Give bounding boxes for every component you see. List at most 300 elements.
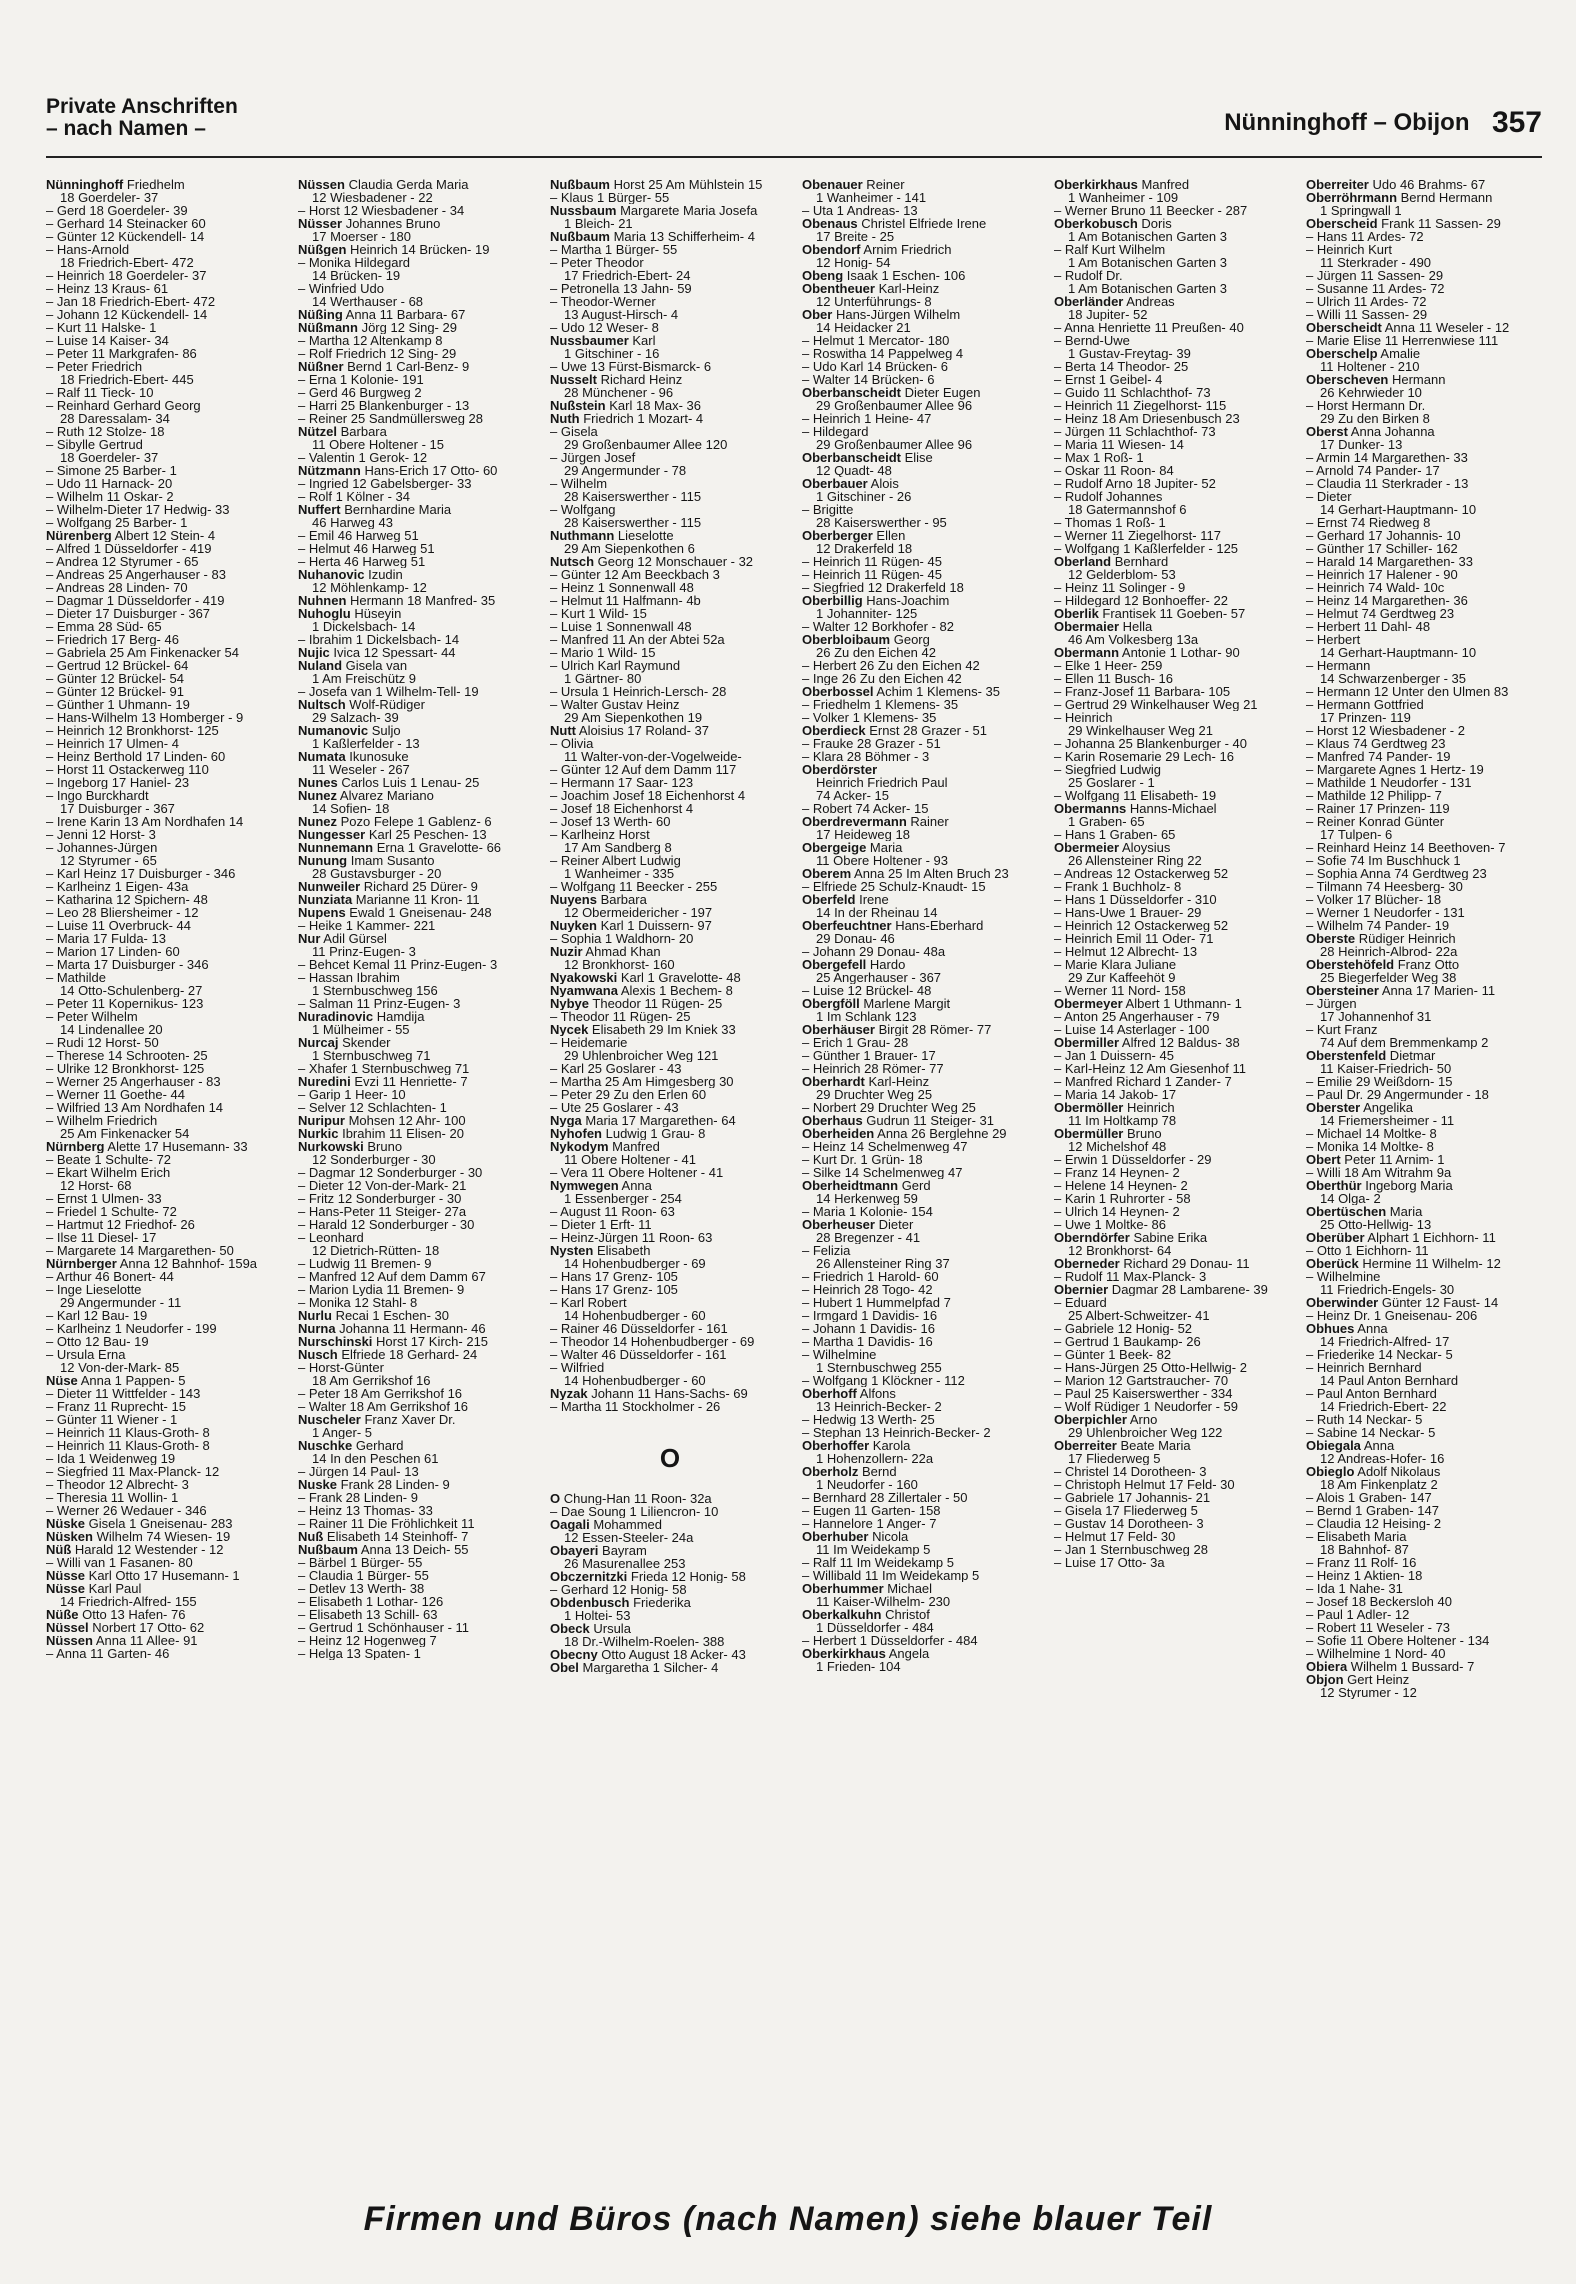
directory-entry (802, 178, 1042, 204)
directory-entry (46, 1543, 286, 1556)
entry-name: – Werner 25 Angerhauser - 83 (46, 1075, 221, 1088)
entry-name: Nurschinski Horst 17 Kirch- 215 (298, 1335, 489, 1348)
entry-name: – Günter 12 Auf dem Damm 117 (550, 763, 737, 776)
directory-entry (1054, 1283, 1294, 1296)
entry-name: – Heinz 1 Aktien- 18 (1306, 1569, 1423, 1582)
entry-address: 17 Moerser - 180 (312, 229, 411, 243)
directory-entry (1306, 932, 1546, 958)
directory-entry (46, 1348, 286, 1374)
directory-entry (1054, 334, 1294, 360)
entry-name: – Herbert 26 Zu den Eichen 42 (802, 659, 980, 672)
entry-name: – Uta 1 Andreas- 13 (802, 204, 918, 217)
entry-address: 12 Honig- 54 (816, 255, 891, 269)
entry-name: – Horst Hermann Dr. (1306, 399, 1426, 413)
entry-address: 11 Friedrich-Engels- 30 (1320, 1282, 1455, 1296)
entry-name: – Petronella 13 Jahn- 59 (550, 282, 692, 295)
entry-name: – Sofie 11 Obere Holtener - 134 (1306, 1634, 1490, 1647)
entry-name: – Michael 14 Moltke- 8 (1306, 1127, 1437, 1140)
entry-name: – Harald 12 Sonderburger - 30 (298, 1218, 475, 1231)
directory-entry (298, 1036, 538, 1062)
entry-address: 14 Friedrich-Alfred- 155 (60, 1594, 197, 1608)
directory-entry (550, 828, 790, 854)
entry-address: 1 Wanheimer - 335 (564, 866, 675, 880)
entry-name: Obermeyer Albert 1 Uthmann- 1 (1054, 997, 1242, 1010)
directory-entry (46, 750, 286, 763)
directory-entry (550, 1088, 790, 1101)
directory-entry (1306, 789, 1546, 802)
directory-entry (298, 217, 538, 243)
directory-entry (802, 1465, 1042, 1491)
directory-entry (298, 1127, 538, 1140)
directory-entry (1054, 581, 1294, 594)
directory-entry (1054, 217, 1294, 243)
entry-name: – Jan 1 Sternbuschweg 28 (1054, 1543, 1208, 1556)
directory-entry (550, 243, 790, 256)
directory-entry (1054, 828, 1294, 841)
entry-name: – Arnold 74 Pander- 17 (1306, 464, 1440, 477)
directory-entry (46, 1322, 286, 1335)
directory-entry (1054, 620, 1294, 646)
directory-entry (1054, 1179, 1294, 1192)
entry-name: Oberhardt Karl-Heinz (802, 1075, 930, 1089)
directory-entry (1306, 1088, 1546, 1101)
entry-address: 18 Bahnhof- 87 (1320, 1542, 1409, 1556)
directory-entry (1054, 1413, 1294, 1439)
entry-name: – Walter Gustav Heinz (550, 698, 680, 712)
entry-address: 11 Weseler - 267 (312, 762, 410, 776)
directory-entry (1306, 243, 1546, 269)
directory-entry (46, 1270, 286, 1283)
entry-address: 12 Drakerfeld 18 (816, 541, 913, 555)
directory-entry (802, 555, 1042, 568)
entry-name: Oberreiter Beate Maria (1054, 1439, 1191, 1453)
entry-name: – Dieter 17 Duisburger - 367 (46, 607, 211, 620)
directory-entry (298, 1582, 538, 1595)
entry-name: – Margarete 14 Margarethen- 50 (46, 1244, 234, 1257)
directory-entry (298, 789, 538, 815)
directory-entry (802, 1218, 1042, 1244)
directory-entry (1306, 1179, 1546, 1205)
directory-entry (550, 893, 790, 919)
entry-name: Nuhnen Hermann 18 Manfred- 35 (298, 594, 496, 607)
directory-entry (298, 282, 538, 308)
directory-entry (46, 282, 286, 295)
entry-name: – Jenni 12 Horst- 3 (46, 828, 156, 841)
directory-entry (46, 1400, 286, 1413)
entry-address: 1 Anger- 5 (312, 1425, 372, 1439)
directory-entry (46, 1517, 286, 1530)
directory-entry (1054, 438, 1294, 451)
directory-entry (1054, 1530, 1294, 1543)
entry-name: Oberscheidt Anna 11 Weseler - 12 (1306, 321, 1510, 334)
entry-address: 46 Am Volkesberg 13a (1068, 632, 1199, 646)
entry-name: Nüßgen Heinrich 14 Brücken- 19 (298, 243, 490, 256)
directory-entry (298, 1283, 538, 1296)
directory-entry (46, 503, 286, 516)
entry-name: – Marion 17 Linden- 60 (46, 945, 180, 958)
entry-address: 25 Angerhauser - 367 (816, 970, 942, 984)
entry-name: – Luise 17 Otto- 3a (1054, 1556, 1165, 1569)
entry-address: 1 Bleich- 21 (564, 216, 633, 230)
entry-address: 14 In der Rheinau 14 (816, 905, 938, 919)
entry-address: 17 Fliederweg 5 (1068, 1451, 1161, 1465)
entry-name: – Christoph Helmut 17 Feld- 30 (1054, 1478, 1235, 1491)
directory-entry (1054, 1387, 1294, 1400)
entry-name: – Johannes-Jürgen (46, 841, 158, 855)
entry-address: 11 Holtener - 210 (1320, 359, 1420, 373)
entry-name: Obersteiner Anna 17 Marien- 11 (1306, 984, 1496, 997)
directory-entry (1054, 1439, 1294, 1465)
directory-entry (550, 932, 790, 945)
directory-entry (46, 1374, 286, 1387)
directory-entry (46, 360, 286, 386)
entry-name: Nußbaum Anna 13 Deich- 55 (298, 1543, 469, 1556)
entry-name: – Oskar 11 Roon- 84 (1054, 464, 1174, 477)
entry-address: 29 Uhlenbroicher Weg 122 (1068, 1425, 1223, 1439)
directory-entry (298, 308, 538, 321)
directory-entry (298, 1205, 538, 1218)
entry-name: – Peter 11 Markgrafen- 86 (46, 347, 197, 360)
directory-entry (46, 516, 286, 529)
entry-name: – Herta 46 Harweg 51 (298, 555, 426, 568)
entry-name: – Anna 11 Garten- 46 (46, 1647, 170, 1660)
directory-entry (298, 659, 538, 685)
entry-name: Nunes Carlos Luis 1 Lenau- 25 (298, 776, 480, 789)
section-title-line1: Private Anschriften (46, 95, 238, 118)
directory-entry (550, 880, 790, 893)
entry-name: – Ulrike 12 Bronkhorst- 125 (46, 1062, 205, 1075)
entry-name: – Heinz 14 Schelmenweg 47 (802, 1140, 968, 1153)
directory-entry (1306, 1166, 1546, 1179)
entry-name: Ober Hans-Jürgen Wilhelm (802, 308, 961, 322)
entry-name: Obiegala Anna (1306, 1439, 1395, 1453)
entry-name: – Jürgen (1306, 997, 1357, 1011)
entry-name: – Helmut 46 Harweg 51 (298, 542, 435, 555)
directory-entry (1306, 880, 1546, 893)
directory-column (1054, 178, 1294, 2058)
directory-entry (298, 906, 538, 919)
entry-name: Obermeier Aloysius (1054, 841, 1171, 855)
entry-address: 17 Prinzen- 119 (1320, 710, 1411, 724)
entry-name: – Karin Rosemarie 29 Lech- 16 (1054, 750, 1234, 763)
entry-name: Nurna Johanna 11 Hermann- 46 (298, 1322, 486, 1335)
directory-entry (1306, 893, 1546, 906)
directory-entry (1306, 607, 1546, 620)
entry-name: – Maria 14 Jakob- 17 (1054, 1088, 1177, 1101)
entry-address: 17 Breite - 25 (816, 229, 895, 243)
entry-address: 28 Gustavsburger - 20 (312, 866, 442, 880)
directory-entry (1306, 698, 1546, 724)
directory-entry (802, 1504, 1042, 1517)
entry-name: Numanovic Suljo (298, 724, 401, 738)
directory-entry (1054, 386, 1294, 399)
directory-entry (298, 633, 538, 646)
directory-entry (46, 1387, 286, 1400)
entry-address: 1 Am Botanischen Garten 3 (1068, 255, 1227, 269)
entry-name: – Hassan Ibrahim (298, 971, 400, 985)
directory-entry (802, 893, 1042, 919)
directory-column (550, 178, 790, 2058)
entry-name: – Heinz 12 Hogenweg 7 (298, 1634, 437, 1647)
directory-entry (298, 1556, 538, 1569)
directory-entry (802, 919, 1042, 945)
directory-entry (550, 1492, 790, 1505)
entry-name: – Karlheinz 1 Eigen- 43a (46, 880, 189, 893)
directory-entry (1054, 425, 1294, 438)
entry-name: – Werner Bruno 11 Beecker - 287 (1054, 204, 1248, 217)
entry-name: – Wilhelmine 1 Nord- 40 (1306, 1647, 1446, 1660)
entry-name: – Ulrich 14 Heynen- 2 (1054, 1205, 1180, 1218)
entry-name: – Horst-Günter (298, 1361, 384, 1375)
entry-name: Obermanns Hanns-Michael (1054, 802, 1217, 816)
entry-name: – Ludwig 11 Bremen- 9 (298, 1257, 432, 1270)
directory-entry (298, 1010, 538, 1036)
entry-name: – Ernst 1 Geibel- 4 (1054, 373, 1163, 386)
directory-entry (46, 386, 286, 399)
directory-entry (298, 425, 538, 451)
entry-name: – Marie Elise 11 Herrenwiese 111 (1306, 334, 1499, 347)
directory-entry (802, 425, 1042, 451)
entry-name: Nunez Pozo Felepe 1 Gablenz- 6 (298, 815, 492, 828)
directory-entry (802, 1062, 1042, 1075)
entry-name: Nunung Imam Susanto (298, 854, 435, 868)
directory-entry (550, 1075, 790, 1088)
directory-entry (802, 1439, 1042, 1465)
directory-entry (298, 1114, 538, 1127)
entry-name: – Dieter (1306, 490, 1352, 504)
directory-entry (1054, 867, 1294, 880)
directory-entry (802, 620, 1042, 633)
directory-entry (1306, 217, 1546, 230)
directory-entry (550, 425, 790, 451)
entry-address: 18 Goerdeler- 37 (60, 450, 159, 464)
entry-name: – Gerd 18 Goerdeler- 39 (46, 204, 188, 217)
entry-address: 11 Im Holtkamp 78 (1068, 1113, 1177, 1127)
directory-entry (298, 1335, 538, 1348)
entry-name: Nungesser Karl 25 Peschen- 13 (298, 828, 487, 841)
directory-entry (298, 1387, 538, 1400)
entry-name: – Werner 1 Neudorfer - 131 (1306, 906, 1465, 919)
entry-name: – Josef 13 Werth- 60 (550, 815, 671, 828)
entry-name: – Heidemarie (550, 1036, 628, 1050)
entry-name: – Günter 12 Brückel- 54 (46, 672, 185, 685)
entry-address: 28 Bregenzer - 41 (816, 1230, 921, 1244)
entry-address: 14 Schwarzenberger - 35 (1320, 671, 1466, 685)
directory-entry (1306, 1153, 1546, 1166)
directory-entry (1306, 763, 1546, 776)
directory-entry (298, 1361, 538, 1387)
directory-entry (1306, 854, 1546, 867)
entry-name: – Martha 1 Bürger- 55 (550, 243, 678, 256)
directory-entry (298, 477, 538, 490)
directory-entry (1306, 1361, 1546, 1387)
directory-entry (1054, 1101, 1294, 1127)
entry-name: Nultsch Wolf-Rüdiger (298, 698, 425, 712)
entry-name: – Jürgen Josef (550, 451, 636, 465)
directory-entry (1054, 1374, 1294, 1387)
entry-name: Oberscheid Frank 11 Sassen- 29 (1306, 217, 1501, 230)
directory-entry (1054, 1192, 1294, 1205)
directory-entry (550, 685, 790, 698)
entry-address: 1 Dickelsbach- 14 (312, 619, 416, 633)
directory-entry (550, 997, 790, 1010)
entry-address: 12 Dietrich-Rütten- 18 (312, 1243, 440, 1257)
entry-name: – Franz 14 Heynen- 2 (1054, 1166, 1180, 1179)
entry-address: 29 Großenbaumer Allee 120 (564, 437, 728, 451)
directory-entry (298, 347, 538, 360)
directory-entry (550, 1348, 790, 1361)
entry-name: – Ida 1 Nahe- 31 (1306, 1582, 1403, 1595)
entry-name: – Ulrich Karl Raymund (550, 659, 681, 673)
directory-entry (550, 178, 790, 191)
entry-address: 26 Allensteiner Ring 37 (816, 1256, 950, 1270)
directory-entry (298, 828, 538, 841)
entry-name: Nunnemann Erna 1 Gravelotte- 66 (298, 841, 502, 854)
entry-name: Nunez Alvarez Mariano (298, 789, 434, 803)
entry-name: Obertüschen Maria (1306, 1205, 1423, 1219)
entry-name: – Walter 12 Borkhofer - 82 (802, 620, 954, 633)
entry-name: – Roswitha 14 Pappelweg 4 (802, 347, 964, 360)
entry-address: 26 Kehrwieder 10 (1320, 385, 1422, 399)
entry-name: – Irmgard 1 Davidis- 16 (802, 1309, 938, 1322)
entry-name: – Arthur 46 Bonert- 44 (46, 1270, 174, 1283)
directory-entry (298, 1608, 538, 1621)
entry-name: Nujic Ivica 12 Spessart- 44 (298, 646, 456, 659)
directory-entry (1054, 1257, 1294, 1270)
entry-name: – Beate 1 Schulte- 72 (46, 1153, 172, 1166)
directory-entry (1054, 672, 1294, 685)
directory-entry (802, 204, 1042, 217)
directory-entry (550, 256, 790, 282)
entry-name: – Uwe 13 Fürst-Bismarck- 6 (550, 360, 712, 373)
directory-entry (298, 1634, 538, 1647)
entry-name: Nußstein Karl 18 Max- 36 (550, 399, 701, 412)
directory-entry (298, 958, 538, 971)
entry-name: – Ute 25 Goslarer - 43 (550, 1101, 679, 1114)
entry-name: – Hans 17 Grenz- 105 (550, 1283, 678, 1296)
entry-name: Oberstenfeld Dietmar (1306, 1049, 1436, 1063)
entry-name: Nüsken Wilhelm 74 Wiesen- 19 (46, 1530, 231, 1543)
directory-entry (1054, 594, 1294, 607)
entry-name: – Heinrich 11 Klaus-Groth- 8 (46, 1439, 210, 1452)
directory-entry (46, 607, 286, 620)
entry-name: – Karlheinz 1 Neudorfer - 199 (46, 1322, 217, 1335)
entry-address: 14 Olga- 2 (1320, 1191, 1381, 1205)
entry-name: – Paul 25 Kaiserswerther - 334 (1054, 1387, 1233, 1400)
entry-name: – Heinrich 11 Klaus-Groth- 8 (46, 1426, 210, 1439)
entry-name: – Norbert 29 Druchter Weg 25 (802, 1101, 976, 1114)
entry-name: – Helga 13 Spaten- 1 (298, 1647, 421, 1660)
entry-name: – Ralf Kurt Wilhelm (1054, 243, 1166, 257)
directory-entry (1306, 1322, 1546, 1348)
directory-entry (298, 1530, 538, 1543)
entry-name: – Valentin 1 Gerok- 12 (298, 451, 428, 464)
directory-entry (46, 178, 286, 204)
directory-entry (1306, 1075, 1546, 1088)
entry-name: Obeck Ursula (550, 1622, 631, 1636)
directory-entry (1306, 1296, 1546, 1309)
entry-name: – Otto 1 Eichhorn- 11 (1306, 1244, 1429, 1257)
directory-entry (1054, 1153, 1294, 1166)
directory-entry (550, 1023, 790, 1036)
directory-entry (298, 1192, 538, 1205)
entry-name: – Hermann Gottfried (1306, 698, 1424, 712)
directory-entry (802, 1179, 1042, 1205)
entry-name: Obiera Wilhelm 1 Bussard- 7 (1306, 1660, 1475, 1673)
directory-entry (46, 217, 286, 230)
entry-name: Obermöller Heinrich (1054, 1101, 1175, 1115)
entry-address: 12 Horst- 68 (60, 1178, 132, 1192)
directory-entry (298, 1439, 538, 1465)
directory-entry (1054, 789, 1294, 802)
directory-entry (46, 230, 286, 243)
directory-entry (298, 1179, 538, 1192)
directory-entry (1306, 581, 1546, 594)
directory-entry (550, 789, 790, 802)
entry-address: 29 Winkelhauser Weg 21 (1068, 723, 1214, 737)
directory-entry (1306, 269, 1546, 282)
directory-entry (1054, 1218, 1294, 1231)
directory-entry (46, 776, 286, 789)
entry-name: Nusch Elfriede 18 Gerhard- 24 (298, 1348, 478, 1361)
entry-name: – Mathilde 12 Philipp- 7 (1306, 789, 1442, 802)
entry-name: – Günter 11 Wiener - 1 (46, 1413, 178, 1426)
directory-entry (1054, 451, 1294, 464)
entry-name: – Guido 11 Schlachthof- 73 (1054, 386, 1211, 399)
directory-entry (550, 1231, 790, 1244)
directory-entry (46, 243, 286, 269)
directory-entry (802, 945, 1042, 958)
directory-entry (802, 1309, 1042, 1322)
entry-name: – Manfred 11 An der Abtei 52a (550, 633, 725, 646)
directory-entry (298, 1543, 538, 1556)
directory-entry (802, 1296, 1042, 1309)
directory-entry (46, 1088, 286, 1101)
directory-entry (802, 711, 1042, 724)
entry-name: Oberpichler Arno (1054, 1413, 1158, 1427)
entry-name: – Wolfgang 25 Barber- 1 (46, 516, 188, 529)
directory-entry (1306, 308, 1546, 321)
entry-name: – Peter 29 Zu den Erlen 60 (550, 1088, 707, 1101)
directory-entry (1054, 841, 1294, 867)
entry-address: 17 Friedrich-Ebert- 24 (564, 268, 691, 282)
directory-entry (46, 698, 286, 711)
directory-entry (1054, 1075, 1294, 1088)
directory-entry (46, 594, 286, 607)
directory-column (802, 178, 1042, 2058)
entry-name: – Maria 17 Fulda- 13 (46, 932, 166, 945)
entry-name: Nuscheler Franz Xaver Dr. (298, 1413, 456, 1427)
directory-entry (1306, 750, 1546, 763)
entry-name: – Dae Soung 1 Liliencron- 10 (550, 1505, 719, 1518)
entry-name: – Martha 1 Davidis- 16 (802, 1335, 933, 1348)
directory-entry (46, 490, 286, 503)
directory-entry (46, 555, 286, 568)
directory-entry (298, 932, 538, 958)
entry-name: – Ibrahim 1 Dickelsbach- 14 (298, 633, 460, 646)
entry-name: – Jan 18 Friedrich-Ebert- 472 (46, 295, 216, 308)
directory-entry (550, 1140, 790, 1166)
directory-entry (298, 750, 538, 776)
directory-entry (1054, 1322, 1294, 1335)
entry-name: – Martha 25 Am Himgesberg 30 (550, 1075, 734, 1088)
directory-entry (1306, 867, 1546, 880)
entry-name: – Ellen 11 Busch- 16 (1054, 672, 1173, 685)
directory-entry (1306, 1231, 1546, 1244)
entry-name: Nurkic Ibrahim 11 Elisen- 20 (298, 1127, 464, 1140)
entry-address: 1 Gustav-Freytag- 39 (1068, 346, 1191, 360)
entry-address: 1 Springwall 1 (1320, 203, 1402, 217)
